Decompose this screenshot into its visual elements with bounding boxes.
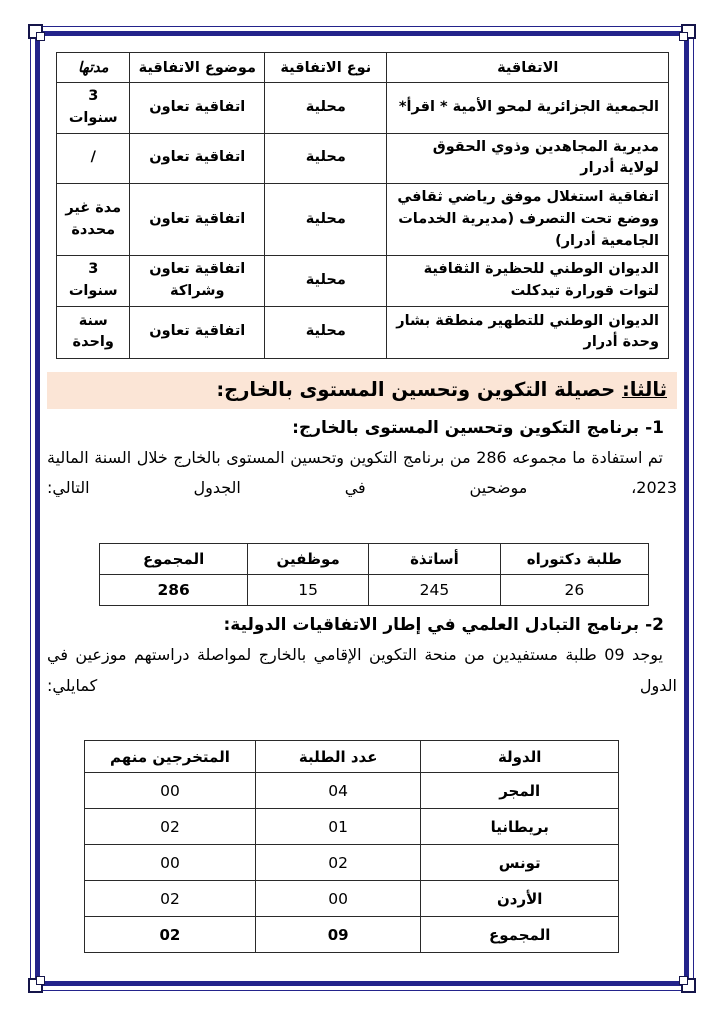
students-count: 01 (255, 809, 421, 845)
agreement-subject: اتفاقية تعاون وشراكة (130, 256, 265, 307)
agreement-name: الديوان الوطني للتطهير منطقة بشار وحدة أدرار (387, 306, 669, 358)
country-name: تونس (421, 845, 619, 881)
subsection-2-number: 2- (645, 615, 664, 636)
col-teachers: أساتذة (369, 544, 501, 575)
country-name: المجموع (421, 917, 619, 953)
frame-corner-ornament (28, 976, 45, 993)
agreement-type: محلية (265, 133, 387, 184)
table-row (57, 306, 669, 358)
agreement-type: محلية (265, 306, 387, 358)
countries-header-row (85, 741, 619, 773)
agreement-name: اتفاقية استغلال موفق رياضي ثقافي ووضع تحت التصرف (مديرية الخدمات الجامعية أدرار) (387, 184, 669, 256)
agreement-name: مديرية المجاهدين وذوي الحقوق لولاية أدرار (387, 133, 669, 184)
subsection-2-heading (46, 615, 664, 635)
training-header-row (100, 544, 649, 575)
table-row (57, 184, 669, 256)
agreement-type: محلية (265, 184, 387, 256)
frame-corner-ornament (28, 24, 45, 41)
agreement-name: الديوان الوطني للحظيرة الثقافية لتوات قورارة تيدكلت (387, 256, 669, 307)
agreements-table (56, 52, 669, 359)
table-row (85, 845, 619, 881)
section-heading-lead: ثالثا: (621, 377, 667, 401)
graduates-count: 02 (85, 881, 256, 917)
subsection-1-heading (46, 418, 664, 438)
phd-count: 26 (500, 575, 648, 606)
graduates-count: 00 (85, 773, 256, 809)
paragraph-exchange-summary: يوجد 09 طلبة مستفيدين من منحة التكوين الإقامي بالخارج لمواصلة دراستهم موزعين في الدول كمايلي: (47, 645, 677, 695)
agreement-type: محلية (265, 256, 387, 307)
country-name: بريطانيا (421, 809, 619, 845)
col-total: المجموع (100, 544, 248, 575)
table-row (57, 256, 669, 307)
subsection-2-title: برنامج التبادل العلمي في إطار الاتفاقيات الدولية: (223, 615, 646, 636)
teachers-count: 245 (369, 575, 501, 606)
agreement-subject: اتفاقية تعاون (130, 184, 265, 256)
students-count: 02 (255, 845, 421, 881)
graduates-count: 00 (85, 845, 256, 881)
agreement-type: محلية (265, 83, 387, 134)
table-row (57, 83, 669, 134)
col-staff: موظفين (248, 544, 369, 575)
country-name: الأردن (421, 881, 619, 917)
table-row (57, 133, 669, 184)
frame-corner-ornament (679, 976, 696, 993)
graduates-count: 02 (85, 809, 256, 845)
agreement-duration: 3 سنوات (57, 83, 130, 134)
table-row (85, 881, 619, 917)
table-row-total (85, 917, 619, 953)
agreement-subject: اتفاقية تعاون (130, 83, 265, 134)
agreement-duration: 3 سنوات (57, 256, 130, 307)
training-values-row (100, 575, 649, 606)
col-phd-students: طلبة دكتوراه (500, 544, 648, 575)
agreement-subject: اتفاقية تعاون (130, 306, 265, 358)
students-total: 09 (255, 917, 421, 953)
section-heading-text: حصيلة التكوين وتحسين المستوى بالخارج: (216, 377, 622, 401)
paragraph-training-summary: تم استفادة ما مجموعه 286 من برنامج التكوين وتحسين المستوى بالخارج خلال السنة المالية 2023، موضحين في الجدول التالي: (47, 448, 677, 498)
page-content (46, 40, 678, 976)
training-totals-table (99, 543, 649, 606)
col-type: نوع الاتفاقية (265, 53, 387, 83)
col-students: عدد الطلبة (255, 741, 421, 773)
col-duration: مدتها (57, 53, 130, 83)
frame-corner-ornament (679, 24, 696, 41)
students-count: 00 (255, 881, 421, 917)
agreement-duration: مدة غير محددة (57, 184, 130, 256)
students-count: 04 (255, 773, 421, 809)
table-row (85, 773, 619, 809)
agreement-duration: سنة واحدة (57, 306, 130, 358)
agreement-duration: / (57, 133, 130, 184)
country-name: المجر (421, 773, 619, 809)
total-count: 286 (100, 575, 248, 606)
subsection-1-title: برنامج التكوين وتحسين المستوى بالخارج: (292, 418, 646, 439)
col-subject: موضوع الاتفاقية (130, 53, 265, 83)
agreement-subject: اتفاقية تعاون (130, 133, 265, 184)
subsection-1-number: 1- (645, 418, 664, 439)
table-row (85, 809, 619, 845)
col-agreement: الاتفاقية (387, 53, 669, 83)
section-heading (47, 372, 677, 409)
agreements-header-row (57, 53, 669, 83)
agreement-name: الجمعية الجزائرية لمحو الأمية * اقرأ* (387, 83, 669, 134)
graduates-total: 02 (85, 917, 256, 953)
col-country: الدولة (421, 741, 619, 773)
countries-table (84, 740, 619, 953)
col-graduates: المتخرجين منهم (85, 741, 256, 773)
staff-count: 15 (248, 575, 369, 606)
